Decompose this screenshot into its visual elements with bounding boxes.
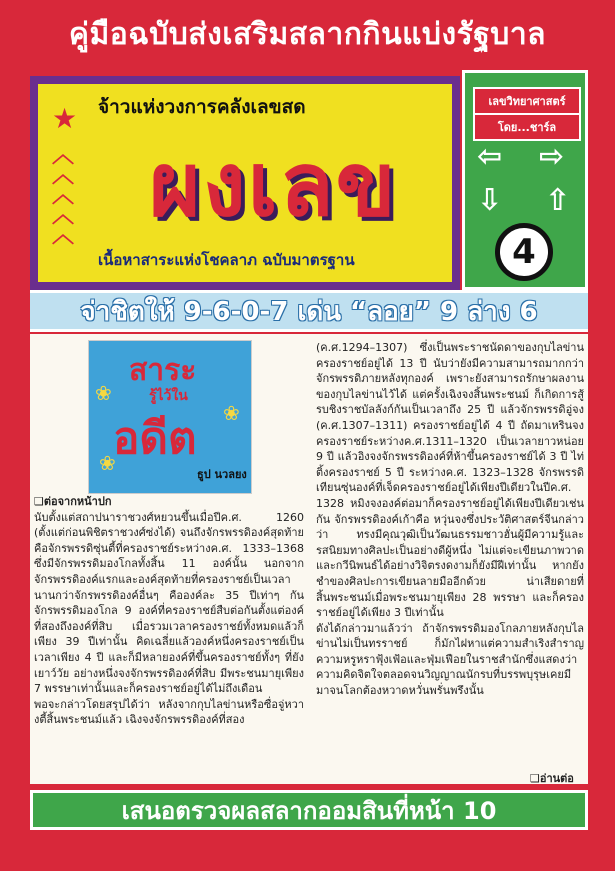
chevron-icon: ︿ [52,223,75,248]
footer-banner: เสนอตรวจผลสลากออมสินที่หน้า 10 [30,790,588,830]
arrow-right-icon: ⇨ [539,139,565,174]
sidebox [462,70,588,290]
masthead-slogan: จ้าวแห่งวงการคลังเลขสด [98,96,306,118]
chevron-icons [52,143,82,248]
thumbnail-subtitle: รู้ไว้ใน [149,388,188,404]
arrow-up-icon: ⇧ [545,183,571,218]
swirl-decoration-icon: ❀ [99,451,116,475]
chevron-icon: ︿ [52,143,75,168]
chevron-icon: ︿ [52,203,75,228]
article-left-text: นับตั้งแต่สถาปนาราชวงศ์หยวนขึ้นเมื่อปีค.ศ. 1260 (ตั้งแต่ก่อนพิชิตราชวงศ์ซ่งได้) จนถึงจักรพรรดิองค์สุดท้ายคือจักรพรรดิซุ่นตี้ที่ครองราชย์ระหว่างค.ศ. 1333–1368 ซึ่งมีจักรพรรดิมองโกลทั้งสิ้น 11 องค์นั้น นอกจากจักรพรรดิองค์แรกและองค์สุดท้ายที่ครองราชย์เป็นเวลานานกว่าจักรพรรดิองค์อื่นๆ คือองค์ละ 35 ปีเท่าๆ กัน จักรพรรดิมองโกล 9 องค์ที่ครองราชย์สืบต่อกันตั้งแต่องค์ที่สองถึงองค์ที่สิบ เมื่อรวมเวลาครองราชย์ทั้งหมดแล้วก็เพียง 39 ปีเท่านั้น คิดเฉลี่ยแล้วองค์หนึ่งครองราชย์เป็นเวลาเพียง 4 ปี และก็มีหลายองค์ที่ขึ้นครองราชย์ทั้งๆ ที่ยังเยาว์วัย อย่างหนึ่งจงจักรพรรดิองค์ที่สิบ มีพระชนมายุเพียง 7 พรรษาเท่านั้นและก็ครองราชย์อยู่ได้ไม่ถึงเดือน พอจะกล่าวโดยสรุปได้ว่า หลังจากกุบไลข่านหรือซื่อจู่หวางตี้สิ้นพระชนม์แล้ว เฉิงจงจักรพรรดิองค์ที่สอง [34,510,304,727]
article-heading: ❑ต่อจากหน้าปก [34,495,112,508]
banner-title: คู่มือฉบับส่งเสริมสลากกินแบ่งรัฐบาล [68,16,547,52]
read-more-link[interactable]: ❑อ่านต่อ [530,772,574,785]
thumbnail-image [88,340,252,494]
swirl-decoration-icon: ❀ [223,401,240,425]
swirl-decoration-icon: ❀ [95,381,112,405]
thumbnail-title: สาระ [129,353,197,388]
article-left-column [34,494,304,728]
masthead-logo: ผงเลข [149,132,398,236]
thumbnail-main: อดีต [113,413,197,464]
chevron-icon: ︿ [52,163,75,188]
headline-banner: จ่าชิตให้ 9-6-0-7 เด่น “ลอย” 9 ล่าง 6 [30,290,588,332]
thumbnail-author: ธูป นวลยง [197,468,247,481]
article-right-column: (ค.ศ.1294–1307) ซึ่งเป็นพระราชนัดดาของกุบไลข่านครองราชย์อยู่ได้ 13 ปี นับว่ายังมีความสามารถมากกว่าจักรพรรดิภายหลังทุกองค์ เพราะยังสามารถรักษาผลงานของกุบไลข่านไว้ได้ แต่ครั้งเฉิงจงสิ้นพระชนม์ ก็เกิดการสู้รบชิงราชบัลลังก์กันเป็นเวลาถึง 25 ปี แล้วจักรพรรดิอู่จง (ค.ศ.1307–1311) ครองราชย์อยู่ได้ 4 ปี ถัดมาเหรินจงครองราชย์ระหว่างค.ศ.1311–1320 เป็นเวลายาวหน่อย 9 ปี แล้วอิงจงจักรพรรดิองค์ที่ห้าขึ้นครองราชย์ได้ 3 ปี ไท่ติ้งครองราชย์ 5 ปี ระหว่างค.ศ. 1323–1328 จักรพรรดิเทียนซุ่นองค์ที่เจ็ดครองราชย์อยู่ได้เพียงปีเดียวในปีค.ศ. 1328 หมิงจงองค์ต่อมาก็ครองราชย์อยู่ได้เพียงปีเดียวเช่นกัน จักรพรรดิองค์เก้าคือ หวุ่นจงซึ่งประวัติศาสตร์จีนกล่าวว่า ทรงมีคุณวุฒิเป็นวัฒนธรรมชาวฮั่นผู้มีความรู้และรสนิยมทางศิลปะเป็นอย่างดีผู้หนึ่ง ไม่แต่จะเขียนภาพวาดและกวีนิพนธ์ได้อย่างวิจิตรงดงามก็ยังมีฝีเท่านั้น หากยังชำของศิลปะการเขียนลายมืออีกด้วย น่าเสียดายที่สิ้นพระชนม์เมื่อพระชนมายุเพียง 28 พรรษา และก็ครองราชย์อยู่ได้เพียง 3 ปีเท่านั้น ดังได้กล่าวมาแล้วว่า ถ้าจักรพรรดิมองโกลภายหลังกุบไลข่านไม่เป็นทรราชย์ ก็มักไฝหาแต่ความสำเริงสำราญความหรูหราฟุ้งเฟ้อและฟุ่มเฟือยในราชสำนักซึ่งแสดงว่าความคิดจิตใจตลอดจนวิญญาณนักรบที่บรรพบุรุษเคยมีมาจนโลกต้องหวาดหวั่นพรั่นพรึงนั้น [316,341,584,698]
article [30,334,588,784]
masthead-tagline: เนื้อหาสาระแห่งโชคลาภ ฉบับมาตรฐาน [98,251,355,269]
arrow-left-icon: ⇦ [477,139,503,174]
sidebox-label-author: โดย...ชาร์ล [473,113,581,141]
chevron-icon: ︿ [52,183,75,208]
sidebox-label-science: เลขวิทยาศาสตร์ [473,87,581,115]
star-icon: ★ [52,102,78,135]
arrow-down-icon: ⇩ [477,183,503,218]
issue-number: 4 [495,223,553,281]
masthead [30,76,460,290]
